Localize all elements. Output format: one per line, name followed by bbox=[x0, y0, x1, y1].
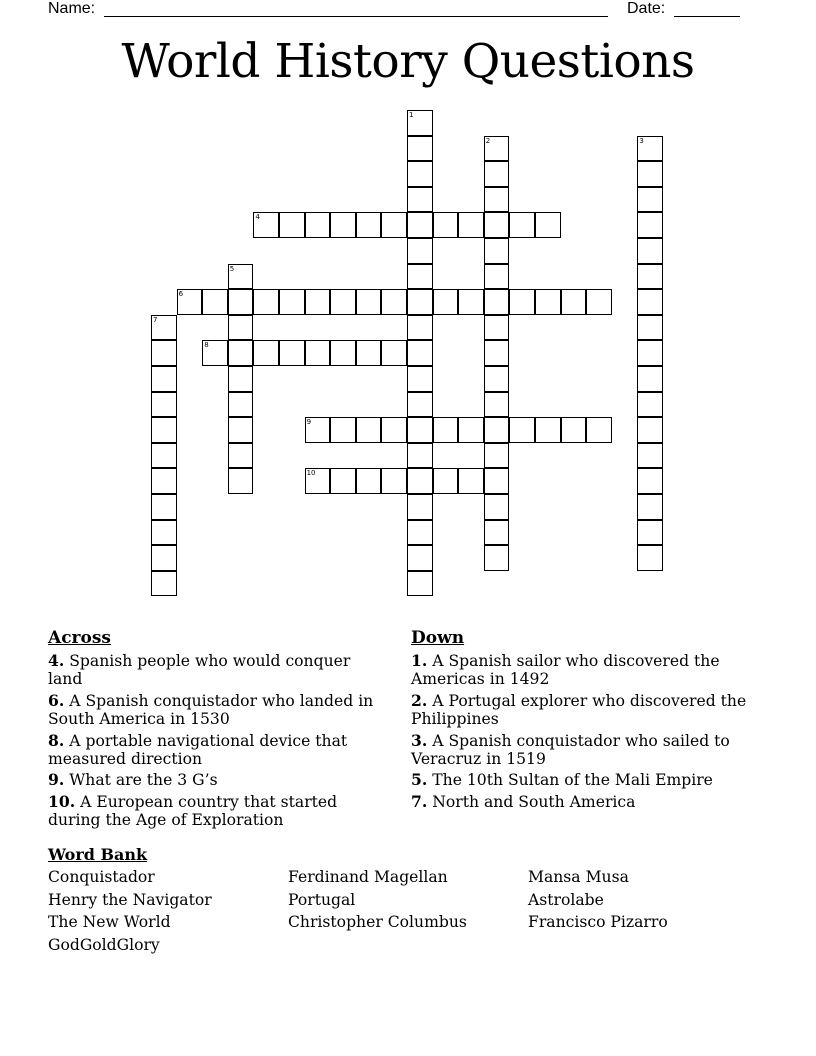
crossword-cell[interactable] bbox=[484, 545, 510, 571]
crossword-cell[interactable] bbox=[202, 340, 228, 366]
crossword-cell[interactable] bbox=[151, 340, 177, 366]
down-clue bbox=[411, 652, 751, 689]
clue-text: North and South America bbox=[432, 792, 636, 811]
crossword-cell[interactable] bbox=[151, 494, 177, 520]
crossword-cell[interactable] bbox=[637, 494, 663, 520]
crossword-cell[interactable] bbox=[637, 315, 663, 341]
crossword-cell[interactable] bbox=[535, 417, 561, 443]
crossword-cell[interactable] bbox=[458, 289, 484, 315]
crossword-cell[interactable] bbox=[228, 392, 254, 418]
date-line[interactable] bbox=[674, 16, 740, 17]
crossword-cell[interactable] bbox=[177, 289, 203, 315]
crossword-cell[interactable] bbox=[561, 289, 587, 315]
crossword-cell[interactable] bbox=[484, 289, 510, 315]
crossword-cell[interactable] bbox=[637, 264, 663, 290]
crossword-cell[interactable] bbox=[458, 212, 484, 238]
crossword-cell[interactable] bbox=[228, 289, 254, 315]
crossword-cell[interactable] bbox=[305, 417, 331, 443]
clue-number: 8. bbox=[48, 730, 65, 750]
puzzle-title: World History Questions bbox=[121, 34, 695, 89]
crossword-cell[interactable] bbox=[407, 443, 433, 469]
crossword-cell[interactable] bbox=[433, 417, 459, 443]
clue-number: 2. bbox=[411, 690, 428, 710]
crossword-cell[interactable] bbox=[407, 366, 433, 392]
clue-number-label: 9 bbox=[306, 418, 312, 427]
clue-text: Spanish people who would conquer land bbox=[48, 652, 351, 689]
worksheet-header bbox=[0, 0, 816, 20]
crossword-cell[interactable] bbox=[381, 468, 407, 494]
crossword-cell[interactable] bbox=[330, 289, 356, 315]
crossword-cell[interactable] bbox=[637, 468, 663, 494]
crossword-cell[interactable] bbox=[228, 340, 254, 366]
crossword-cell[interactable] bbox=[151, 443, 177, 469]
clue-number-label: 1 bbox=[409, 111, 414, 119]
crossword-cell[interactable] bbox=[637, 187, 663, 213]
crossword-cell[interactable] bbox=[253, 340, 279, 366]
crossword-cell[interactable] bbox=[330, 340, 356, 366]
down-heading: Down bbox=[411, 628, 465, 648]
crossword-cell[interactable] bbox=[381, 289, 407, 315]
crossword-cell[interactable] bbox=[228, 264, 254, 290]
crossword-cell[interactable] bbox=[509, 289, 535, 315]
across-clue bbox=[48, 652, 388, 689]
clue-text: A Spanish conquistador who sailed to Veracruz in 1519 bbox=[411, 731, 730, 769]
crossword-cell[interactable] bbox=[484, 212, 510, 238]
crossword-cell[interactable] bbox=[151, 392, 177, 418]
clue-text: The 10th Sultan of the Mali Empire bbox=[432, 771, 713, 790]
word-bank-item: GodGoldGlory bbox=[48, 936, 160, 954]
crossword-cell[interactable] bbox=[407, 187, 433, 213]
crossword-cell[interactable] bbox=[381, 417, 407, 443]
crossword-cell[interactable] bbox=[228, 468, 254, 494]
crossword-cell[interactable] bbox=[151, 571, 177, 597]
crossword-cell[interactable] bbox=[356, 340, 382, 366]
across-clue bbox=[48, 732, 388, 769]
crossword-cell[interactable] bbox=[637, 417, 663, 443]
crossword-cell[interactable] bbox=[433, 289, 459, 315]
crossword-cell[interactable] bbox=[535, 289, 561, 315]
word-bank-item: Mansa Musa bbox=[528, 868, 629, 886]
word-bank-heading: Word Bank bbox=[48, 845, 148, 864]
crossword-cell[interactable] bbox=[356, 417, 382, 443]
crossword-cell[interactable] bbox=[356, 212, 382, 238]
clue-number-label: 10 bbox=[306, 469, 316, 478]
crossword-cell[interactable] bbox=[484, 315, 510, 341]
word-bank-item: Astrolabe bbox=[528, 891, 604, 909]
across-clue bbox=[48, 692, 388, 729]
crossword-cell[interactable] bbox=[509, 212, 535, 238]
date-label: Date: bbox=[627, 0, 666, 17]
crossword-cell[interactable] bbox=[484, 136, 510, 162]
crossword-cell[interactable] bbox=[484, 161, 510, 187]
crossword-cell[interactable] bbox=[356, 289, 382, 315]
clue-number-label: 2 bbox=[485, 136, 491, 145]
clue-text: A portable navigational device that measured direction bbox=[48, 731, 348, 769]
crossword-cell[interactable] bbox=[305, 289, 331, 315]
crossword-cell[interactable] bbox=[228, 366, 254, 392]
crossword-cell[interactable] bbox=[637, 136, 663, 162]
crossword-cell[interactable] bbox=[279, 289, 305, 315]
crossword-cell[interactable] bbox=[407, 289, 433, 315]
clue-number-label: 7 bbox=[153, 315, 158, 324]
word-bank-item: Francisco Pizarro bbox=[528, 913, 668, 931]
crossword-cell[interactable] bbox=[433, 468, 459, 494]
down-clue bbox=[411, 732, 751, 769]
crossword-cell[interactable] bbox=[484, 187, 510, 213]
crossword-cell[interactable] bbox=[484, 238, 510, 264]
crossword-cell[interactable] bbox=[151, 417, 177, 443]
crossword-cell[interactable] bbox=[151, 315, 177, 341]
crossword-cell[interactable] bbox=[407, 520, 433, 546]
clue-number: 7. bbox=[411, 791, 428, 811]
crossword-cell[interactable] bbox=[586, 417, 612, 443]
crossword-cell[interactable] bbox=[407, 238, 433, 264]
across-heading: Across bbox=[48, 628, 111, 648]
crossword-cell[interactable] bbox=[484, 468, 510, 494]
crossword-cell[interactable] bbox=[305, 212, 331, 238]
crossword-cell[interactable] bbox=[484, 264, 510, 290]
crossword-cell[interactable] bbox=[637, 238, 663, 264]
down-clue bbox=[411, 793, 751, 811]
crossword-cell[interactable] bbox=[228, 315, 254, 341]
crossword-cell[interactable] bbox=[407, 545, 433, 571]
crossword-cell[interactable] bbox=[253, 289, 279, 315]
down-clue bbox=[411, 692, 751, 729]
clue-number-label: 6 bbox=[178, 290, 184, 299]
crossword-cell[interactable] bbox=[407, 136, 433, 162]
crossword-cell[interactable] bbox=[433, 212, 459, 238]
crossword-cell[interactable] bbox=[381, 212, 407, 238]
crossword-cell[interactable] bbox=[484, 392, 510, 418]
clue-text: A Spanish conquistador who landed in South America in 1530 bbox=[48, 691, 374, 729]
crossword-cell[interactable] bbox=[484, 520, 510, 546]
crossword-cell[interactable] bbox=[637, 520, 663, 546]
crossword-cell[interactable] bbox=[228, 443, 254, 469]
crossword-cell[interactable] bbox=[330, 212, 356, 238]
word-bank-item: Conquistador bbox=[48, 868, 155, 886]
crossword-cell[interactable] bbox=[637, 340, 663, 366]
clue-number: 1. bbox=[411, 651, 428, 670]
across-clues bbox=[48, 628, 388, 833]
crossword-cell[interactable] bbox=[202, 289, 228, 315]
crossword-cell[interactable] bbox=[305, 468, 331, 494]
crossword-cell[interactable] bbox=[407, 494, 433, 520]
clue-number: 10. bbox=[48, 791, 76, 811]
crossword-cell[interactable] bbox=[407, 468, 433, 494]
crossword-cell[interactable] bbox=[637, 392, 663, 418]
crossword-cell[interactable] bbox=[279, 340, 305, 366]
crossword-cell[interactable] bbox=[151, 468, 177, 494]
crossword-cell[interactable] bbox=[407, 264, 433, 290]
crossword-cell[interactable] bbox=[484, 340, 510, 366]
crossword-cell[interactable] bbox=[407, 571, 433, 597]
word-bank-item: Henry the Navigator bbox=[48, 891, 212, 909]
crossword-cell[interactable] bbox=[561, 417, 587, 443]
crossword-cell[interactable] bbox=[407, 315, 433, 341]
crossword-cell[interactable] bbox=[484, 494, 510, 520]
crossword-cell[interactable] bbox=[305, 340, 331, 366]
crossword-cell[interactable] bbox=[484, 417, 510, 443]
crossword-cell[interactable] bbox=[637, 161, 663, 187]
down-clues bbox=[411, 628, 751, 814]
crossword-cell[interactable] bbox=[356, 468, 382, 494]
clue-number: 3. bbox=[411, 730, 428, 750]
word-bank-item: The New World bbox=[48, 913, 171, 931]
crossword-cell[interactable] bbox=[407, 110, 433, 136]
crossword-cell[interactable] bbox=[637, 443, 663, 469]
clue-number: 4. bbox=[48, 651, 65, 670]
name-label: Name: bbox=[48, 0, 96, 17]
clue-number-label: 8 bbox=[204, 341, 209, 350]
crossword-cell[interactable] bbox=[407, 392, 433, 418]
crossword-cell[interactable] bbox=[509, 417, 535, 443]
clue-text: A Portugal explorer who discovered the Philippines bbox=[411, 691, 747, 729]
crossword-cell[interactable] bbox=[407, 340, 433, 366]
crossword-cell[interactable] bbox=[407, 417, 433, 443]
crossword-cell[interactable] bbox=[407, 161, 433, 187]
crossword-cell[interactable] bbox=[151, 520, 177, 546]
clue-number-label: 3 bbox=[639, 136, 644, 145]
name-line[interactable] bbox=[104, 16, 608, 17]
clue-text: A European country that started during the Age of Exploration bbox=[48, 792, 338, 830]
crossword-cell[interactable] bbox=[228, 417, 254, 443]
clue-text: A Spanish sailor who discovered the Americas in 1492 bbox=[411, 652, 720, 689]
crossword-cell[interactable] bbox=[484, 366, 510, 392]
crossword-cell[interactable] bbox=[151, 366, 177, 392]
crossword-cell[interactable] bbox=[484, 443, 510, 469]
crossword-cell[interactable] bbox=[381, 340, 407, 366]
clue-number: 5. bbox=[411, 770, 428, 790]
word-bank-item: Ferdinand Magellan bbox=[288, 868, 448, 886]
crossword-cell[interactable] bbox=[535, 212, 561, 238]
across-clue bbox=[48, 793, 388, 830]
crossword-cell[interactable] bbox=[637, 545, 663, 571]
clue-number-label: 4 bbox=[255, 213, 260, 222]
crossword-cell[interactable] bbox=[330, 468, 356, 494]
crossword-cell[interactable] bbox=[151, 545, 177, 571]
down-clue bbox=[411, 771, 751, 789]
crossword-cell[interactable] bbox=[253, 212, 279, 238]
clue-number: 6. bbox=[48, 690, 65, 710]
crossword-cell[interactable] bbox=[458, 417, 484, 443]
clue-text: What are the 3 G’s bbox=[69, 771, 218, 790]
crossword-cell[interactable] bbox=[279, 212, 305, 238]
crossword-cell[interactable] bbox=[330, 417, 356, 443]
crossword-cell[interactable] bbox=[586, 289, 612, 315]
crossword-cell[interactable] bbox=[458, 468, 484, 494]
clue-number: 9. bbox=[48, 770, 65, 790]
crossword-cell[interactable] bbox=[407, 212, 433, 238]
word-bank-item: Portugal bbox=[288, 891, 356, 909]
crossword-cell[interactable] bbox=[637, 366, 663, 392]
word-bank-item: Christopher Columbus bbox=[288, 913, 467, 931]
across-clue bbox=[48, 771, 388, 789]
clue-number-label: 5 bbox=[229, 264, 235, 273]
crossword-cell[interactable] bbox=[637, 289, 663, 315]
crossword-cell[interactable] bbox=[637, 212, 663, 238]
